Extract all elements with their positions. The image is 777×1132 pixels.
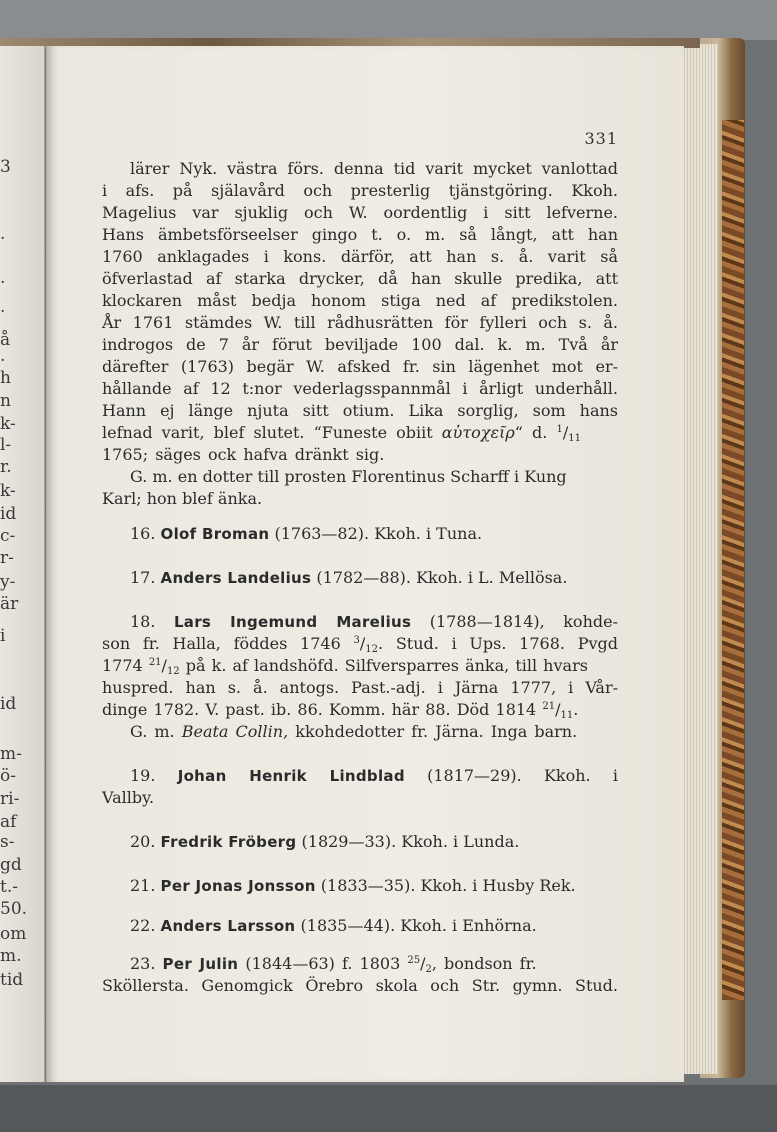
entry-23: 23. Per Julin (1844—63) f. 1803 $^{25}/_2$, bondson fr. (130, 954, 537, 975)
fraction-numerator: 25 (407, 955, 421, 966)
entry-18 (102, 612, 618, 632)
text-line: indrogos de 7 år förut beviljade 100 dal. k. m. Två år (102, 335, 618, 354)
margin-fragment: t.- (0, 877, 18, 897)
fraction-numerator: 3 (353, 635, 360, 646)
margin-fragment: r. (0, 457, 12, 477)
entry-text: (1835—44). Kkoh. i Enhörna. (300, 916, 537, 935)
fraction-numerator: 1 (556, 424, 563, 435)
text-span: kkohdedotter fr. Järna. Inga barn. (295, 722, 578, 741)
margin-fragment: m. (0, 946, 22, 966)
entry-number: 19. (130, 766, 156, 785)
text-line: klockaren måst bedja honom stiga ned af predikstolen. (102, 291, 618, 310)
margin-fragment: k- (0, 481, 16, 501)
margin-fragment: å (0, 330, 11, 350)
margin-fragment: r- (0, 548, 14, 568)
entry-number: 16. (130, 524, 156, 543)
entry-22 (102, 916, 618, 936)
margin-fragment: gd (0, 855, 22, 875)
entry-text: (1829—33). Kkoh. i Lunda. (301, 832, 520, 851)
fraction-numerator: 21 (148, 657, 162, 668)
margin-fragment: y- (0, 572, 16, 592)
text-line: Karl; hon blef änka. (102, 489, 263, 508)
entry-number: 17. (130, 568, 156, 587)
text-line: 1774 $^{21}/_{12}$ på k. af landshöfd. Silfversparres änka, till hvars (102, 656, 588, 677)
entry-text: (1817—29). Kkoh. i (427, 766, 618, 785)
text-line: dinge 1782. V. past. ib. 86. Komm. här 88. Död 1814 $^{21}/_{11}$. (102, 700, 579, 721)
entry-text: , bondson fr. (431, 954, 537, 973)
text-line: son fr. Halla, föddes 1746 $^3/_{12}$. Stud. i Ups. 1768. Pvgd (102, 634, 618, 655)
fraction-denominator: 11 (568, 433, 581, 444)
fraction-denominator: 12 (166, 666, 180, 677)
text-line: Magelius var sjuklig och W. oordentlig i sitt lefverne. (102, 203, 618, 222)
margin-fragment: . (0, 224, 6, 244)
entry-name: Anders Larsson (160, 917, 296, 935)
entry-text: (1833—35). Kkoh. i Husby Rek. (320, 876, 576, 895)
entry-number: 20. (130, 832, 156, 851)
text-line: hållande af 12 t:nor vederlagsspannmål i årligt underhåll. (102, 379, 618, 398)
text-span: G. m. (130, 722, 175, 741)
margin-fragment: s- (0, 832, 15, 852)
text-span: lefnad varit, blef slutet. “Funeste obiit (102, 423, 433, 442)
text-line: Sköllersta. Genomgick Örebro skola och Str. gymn. Stud. (102, 976, 618, 995)
margin-fragment: h (0, 368, 11, 388)
text-span: son fr. Halla, föddes 1746 (102, 634, 341, 653)
entry-name: Olof Broman (160, 525, 270, 543)
entry-name: Fredrik Fröberg (160, 833, 297, 851)
margin-fragment: id (0, 504, 17, 524)
entry-number: 21. (130, 876, 156, 895)
right-page (46, 46, 684, 1082)
entry-17 (102, 568, 618, 588)
entry-16 (102, 524, 618, 544)
text-line: lefnad varit, blef slutet. “Funeste obiit αὐτοχεῖρ“ d. $^1/_{11}$ (102, 423, 581, 444)
fraction-denominator: 11 (560, 710, 574, 721)
text-line: Hans ämbetsförseelser gingo t. o. m. så långt, att han (102, 225, 618, 244)
text-line: i afs. på själavård och presterlig tjänstgöring. Kkoh. (102, 181, 618, 200)
text-span: 1774 (102, 656, 143, 675)
text-line: Hann ej länge njuta sitt otium. Lika sorglig, som hans (102, 401, 618, 420)
text-line: År 1761 stämdes W. till rådhusrätten för fylleri och s. å. (102, 313, 618, 332)
margin-fragment: k- (0, 414, 16, 434)
greek-word: αὐτοχεῖρ (441, 423, 515, 442)
entry-name: Per Julin (162, 955, 239, 973)
margin-fragment: om (0, 924, 27, 944)
margin-fragment: 50. (0, 899, 28, 919)
text-line: G. m. en dotter till prosten Florentinus Scharff i Kung (130, 467, 567, 486)
background-top (0, 0, 777, 40)
margin-fragment: 3 (0, 157, 11, 177)
margin-fragment: . (0, 268, 6, 288)
margin-fragment: ri- (0, 789, 20, 809)
entry-21 (102, 876, 618, 896)
margin-fragment: id (0, 694, 17, 714)
margin-fragment: tid (0, 970, 24, 990)
italic-name: Beata Collin, (181, 722, 289, 741)
margin-fragment: i (0, 626, 6, 646)
text-line: öfverlastad af starka drycker, då han skulle predika, att (102, 269, 618, 288)
entry-19 (102, 766, 618, 786)
page-stack-edge (682, 44, 718, 1074)
fraction-denominator: 2 (425, 964, 432, 975)
margin-fragment: m- (0, 744, 22, 764)
fraction-numerator: 21 (542, 701, 556, 712)
text-line: lärer Nyk. västra förs. denna tid varit mycket vanlottad (130, 159, 618, 178)
margin-fragment: n (0, 391, 11, 411)
text-line: 1760 anklagades i kons. därför, att han s. å. varit så (102, 247, 618, 266)
text-span: . Stud. i Ups. 1768. Pvgd (378, 634, 618, 653)
text-line: därefter (1763) begär W. afsked fr. sin lägenhet mot er- (102, 357, 618, 376)
margin-fragment: ö- (0, 766, 16, 786)
text-span: dinge 1782. V. past. ib. 86. Komm. här 88. Död 1814 (102, 700, 537, 719)
text-span: “ d. (514, 423, 548, 442)
text-line (102, 722, 618, 742)
entry-name: Anders Landelius (160, 569, 312, 587)
text-span: . (573, 700, 579, 719)
text-line: Vallby. (102, 788, 155, 807)
text-span: på k. af landshöfd. Silfversparres änka, till hvars (185, 656, 588, 675)
text-line: huspred. han s. å. antogs. Past.-adj. i Järna 1777, i Vår- (102, 678, 618, 697)
entry-name: Lars Ingemund Marelius (173, 613, 412, 631)
page-number: 331 (584, 129, 618, 148)
entry-number: 18. (130, 612, 156, 631)
margin-fragment: . (0, 346, 6, 366)
margin-fragment: är (0, 594, 19, 614)
margin-fragment: l- (0, 435, 12, 455)
fraction-denominator: 12 (365, 644, 378, 655)
margin-fragment: af (0, 812, 17, 832)
entry-text: (1763—82). Kkoh. i Tuna. (274, 524, 483, 543)
entry-name: Per Jonas Jonsson (160, 877, 316, 895)
left-page (0, 46, 45, 1082)
entry-number: 22. (130, 916, 156, 935)
margin-fragment: . (0, 297, 6, 317)
entry-text: (1782—88). Kkoh. i L. Mellösa. (316, 568, 568, 587)
entry-number: 23. (130, 954, 156, 973)
marbled-edge (722, 120, 744, 1000)
entry-text: (1844—63) f. 1803 (245, 954, 401, 973)
entry-name: Johan Henrik Lindblad (177, 767, 405, 785)
entry-20 (102, 832, 618, 852)
text-line: 1765; säges ock hafva dränkt sig. (102, 445, 385, 464)
margin-fragment: c- (0, 526, 16, 546)
entry-text: (1788—1814), kohde- (429, 612, 618, 631)
background-bottom (0, 1085, 777, 1132)
